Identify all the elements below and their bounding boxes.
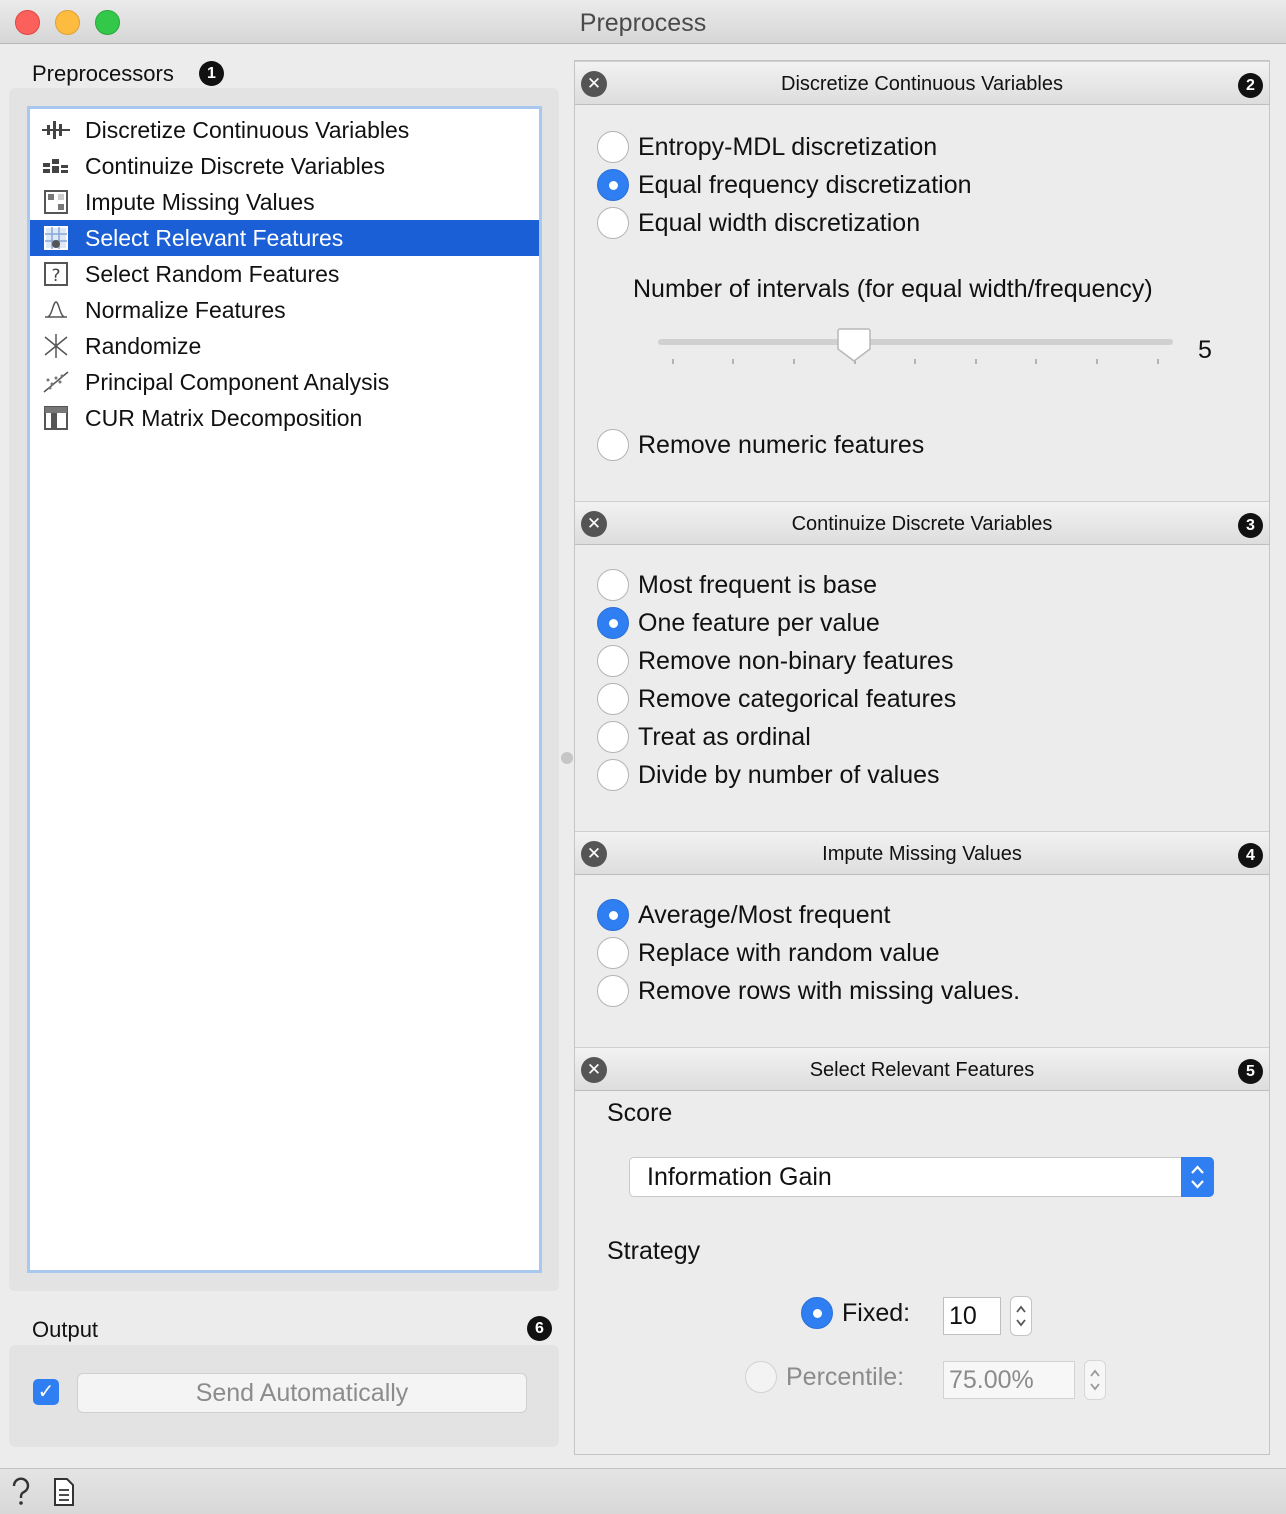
radio-label: Remove non-binary features bbox=[638, 646, 954, 675]
radio-entropy-mdl[interactable] bbox=[597, 129, 937, 165]
normalize-icon bbox=[41, 297, 71, 323]
preprocessor-item-label: Principal Component Analysis bbox=[85, 368, 390, 395]
preprocessor-item-label: Randomize bbox=[85, 332, 202, 359]
preprocessors-list[interactable] bbox=[27, 106, 542, 1273]
status-bar bbox=[0, 1468, 1286, 1514]
discretize-box bbox=[575, 61, 1269, 501]
strategy-label: Strategy bbox=[607, 1237, 701, 1265]
preprocessor-item-select-random[interactable] bbox=[30, 256, 539, 292]
radio-remove-categorical[interactable] bbox=[597, 681, 956, 717]
remove-impute-button[interactable]: ✕ bbox=[581, 841, 607, 867]
send-automatically-checkbox[interactable]: ✓ bbox=[33, 1379, 59, 1405]
slider-tick bbox=[975, 359, 977, 364]
remove-select-relevant-button[interactable]: ✕ bbox=[581, 1057, 607, 1083]
fixed-value-stepper[interactable] bbox=[1010, 1296, 1032, 1336]
intervals-value: 5 bbox=[1198, 336, 1212, 364]
radio-random-value[interactable] bbox=[597, 935, 940, 971]
output-label: Output bbox=[32, 1317, 99, 1342]
preprocessor-item-label: Select Random Features bbox=[85, 260, 340, 287]
continuize-badge: 3 bbox=[1238, 513, 1263, 538]
slider-tick bbox=[1035, 359, 1037, 364]
radio-button[interactable] bbox=[597, 937, 629, 969]
radio-label: Equal frequency discretization bbox=[638, 170, 972, 199]
radio-button[interactable] bbox=[597, 607, 629, 639]
preprocessor-item-label: Normalize Features bbox=[85, 296, 286, 323]
radio-button[interactable] bbox=[597, 645, 629, 677]
preprocessor-item-cur[interactable] bbox=[30, 400, 539, 436]
continuize-title: Continuize Discrete Variables bbox=[791, 513, 1053, 535]
impute-icon bbox=[41, 189, 71, 215]
remove-continuize-button[interactable]: ✕ bbox=[581, 511, 607, 537]
intervals-slider-handle[interactable] bbox=[837, 327, 871, 363]
radio-button[interactable] bbox=[597, 207, 629, 239]
preprocessor-item-label: Select Relevant Features bbox=[85, 224, 344, 251]
continuize-header bbox=[575, 501, 1269, 545]
radio-remove-non-binary[interactable] bbox=[597, 643, 953, 679]
impute-box bbox=[575, 831, 1269, 1047]
slider-tick bbox=[793, 359, 795, 364]
slider-tick bbox=[914, 359, 916, 364]
radio-label: Treat as ordinal bbox=[638, 722, 811, 751]
preprocessor-item-pca[interactable] bbox=[30, 364, 539, 400]
remove-numeric-option[interactable] bbox=[597, 427, 924, 463]
preprocessor-item-discretize[interactable] bbox=[30, 112, 539, 148]
score-dropdown[interactable] bbox=[629, 1157, 1214, 1197]
continuize-icon bbox=[41, 153, 71, 179]
slider-tick bbox=[672, 359, 674, 364]
slider-tick bbox=[732, 359, 734, 364]
radio-button[interactable] bbox=[597, 429, 629, 461]
preprocessor-item-impute[interactable] bbox=[30, 184, 539, 220]
impute-title: Impute Missing Values bbox=[822, 843, 1022, 865]
percentile-value-stepper[interactable] bbox=[1084, 1360, 1106, 1400]
preprocessor-item-randomize[interactable] bbox=[30, 328, 539, 364]
report-icon[interactable] bbox=[52, 1477, 76, 1512]
preprocessor-item-label: CUR Matrix Decomposition bbox=[85, 404, 363, 431]
radio-label: Fixed: bbox=[842, 1298, 911, 1327]
radio-button[interactable] bbox=[745, 1361, 777, 1393]
radio-label: Remove rows with missing values. bbox=[638, 976, 1021, 1005]
radio-button[interactable] bbox=[597, 721, 629, 753]
preprocessor-item-continuize[interactable] bbox=[30, 148, 539, 184]
radio-label: Most frequent is base bbox=[638, 570, 878, 599]
radio-button[interactable] bbox=[597, 569, 629, 601]
impute-header bbox=[575, 831, 1269, 875]
select-relevant-badge: 5 bbox=[1238, 1059, 1263, 1084]
discretize-header bbox=[575, 61, 1269, 105]
preprocessor-item-select-relevant[interactable] bbox=[30, 220, 539, 256]
radio-average-most-frequent[interactable] bbox=[597, 897, 890, 933]
title-bar bbox=[0, 0, 1286, 44]
radio-remove-rows[interactable] bbox=[597, 973, 1020, 1009]
intervals-slider-track[interactable] bbox=[658, 339, 1173, 345]
strategy-fixed-option[interactable] bbox=[801, 1295, 910, 1331]
discretize-badge: 2 bbox=[1238, 73, 1263, 98]
radio-equal-width[interactable] bbox=[597, 205, 920, 241]
fixed-value-input[interactable]: 10 bbox=[943, 1297, 1001, 1335]
svg-text:?: ? bbox=[51, 266, 61, 286]
intervals-label: Number of intervals (for equal width/frequency) bbox=[633, 275, 1153, 303]
discretize-title: Discretize Continuous Variables bbox=[781, 73, 1063, 95]
radio-label: Percentile: bbox=[786, 1362, 905, 1391]
radio-button[interactable] bbox=[597, 899, 629, 931]
slider-tick bbox=[1096, 359, 1098, 364]
score-dropdown-value: Information Gain bbox=[647, 1163, 832, 1191]
slider-tick bbox=[1157, 359, 1159, 364]
splitter-handle[interactable] bbox=[561, 752, 573, 764]
radio-label: Equal width discretization bbox=[638, 208, 921, 237]
window-title: Preprocess bbox=[579, 9, 707, 37]
cur-icon bbox=[41, 405, 71, 431]
radio-button[interactable] bbox=[597, 683, 629, 715]
select-relevant-header bbox=[575, 1047, 1269, 1091]
preprocessor-item-label: Continuize Discrete Variables bbox=[85, 152, 385, 179]
select-relevant-icon bbox=[41, 225, 71, 251]
send-automatically-button[interactable]: Send Automatically bbox=[77, 1373, 527, 1413]
preprocessors-badge: 1 bbox=[199, 61, 224, 86]
remove-discretize-button[interactable]: ✕ bbox=[581, 71, 607, 97]
select-relevant-title: Select Relevant Features bbox=[809, 1059, 1035, 1081]
radio-label: Remove numeric features bbox=[638, 430, 925, 459]
radio-one-feature-per-value[interactable] bbox=[597, 605, 880, 641]
radio-button[interactable] bbox=[597, 759, 629, 791]
preprocessor-settings-pane[interactable] bbox=[574, 60, 1270, 1455]
chevron-up-down-icon bbox=[1181, 1157, 1214, 1197]
radio-button[interactable] bbox=[597, 169, 629, 201]
score-label: Score bbox=[607, 1099, 673, 1127]
help-icon[interactable] bbox=[9, 1477, 33, 1512]
preprocessor-item-label: Discretize Continuous Variables bbox=[85, 116, 410, 143]
output-badge: 6 bbox=[527, 1316, 552, 1341]
impute-badge: 4 bbox=[1238, 843, 1263, 868]
radio-button[interactable] bbox=[597, 975, 629, 1007]
percentile-value-input[interactable]: 75.00% bbox=[943, 1361, 1075, 1399]
radio-label: Replace with random value bbox=[638, 938, 940, 967]
select-random-icon bbox=[41, 261, 71, 287]
radio-treat-as-ordinal[interactable] bbox=[597, 719, 811, 755]
strategy-percentile-option[interactable] bbox=[745, 1359, 904, 1395]
preprocessors-label: Preprocessors bbox=[32, 61, 174, 86]
preprocessor-item-normalize[interactable] bbox=[30, 292, 539, 328]
radio-equal-frequency[interactable] bbox=[597, 167, 972, 203]
radio-label: Entropy-MDL discretization bbox=[638, 132, 938, 161]
radio-label: Average/Most frequent bbox=[638, 900, 891, 929]
radio-label: Divide by number of values bbox=[638, 760, 940, 789]
radio-label: Remove categorical features bbox=[638, 684, 957, 713]
discretize-icon bbox=[41, 117, 71, 143]
randomize-icon bbox=[41, 333, 71, 359]
radio-button[interactable] bbox=[801, 1297, 833, 1329]
preprocessor-item-label: Impute Missing Values bbox=[85, 188, 315, 215]
continuize-box bbox=[575, 501, 1269, 831]
radio-divide-by-values[interactable] bbox=[597, 757, 940, 793]
radio-label: One feature per value bbox=[638, 608, 880, 637]
pca-icon bbox=[41, 369, 71, 395]
radio-most-frequent-base[interactable] bbox=[597, 567, 877, 603]
radio-button[interactable] bbox=[597, 131, 629, 163]
